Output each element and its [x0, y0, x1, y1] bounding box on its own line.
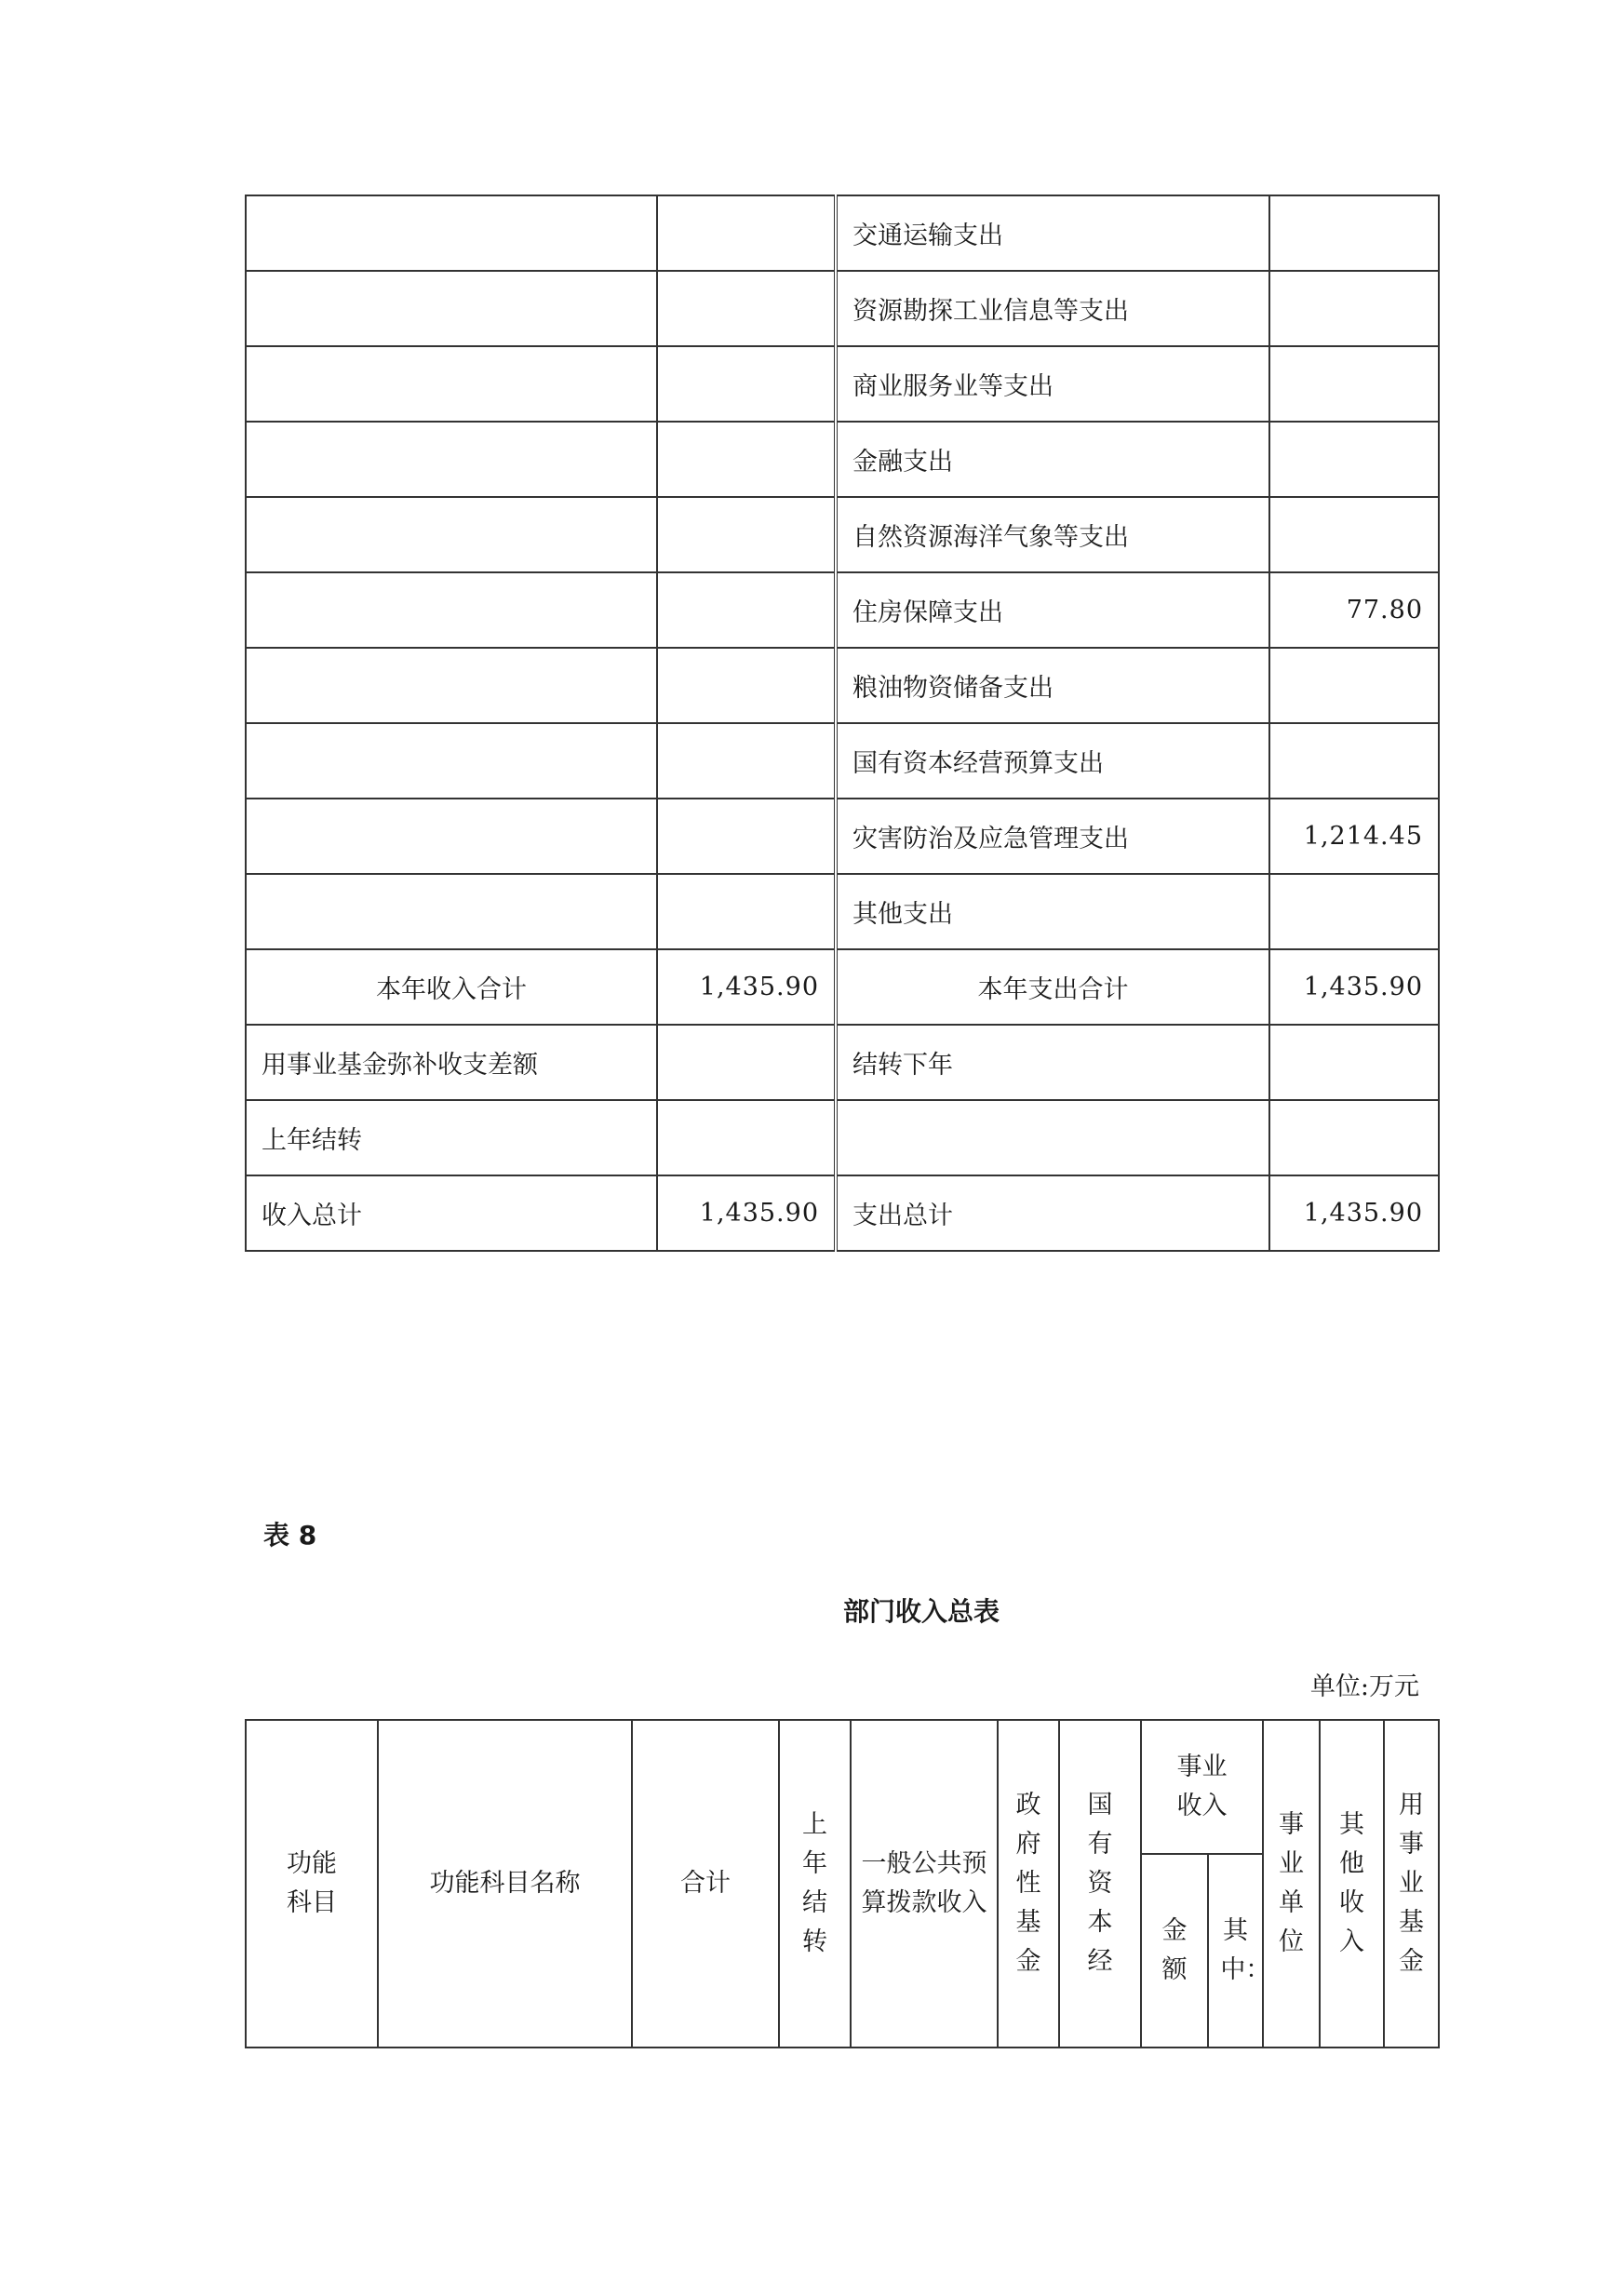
header-state-capital: 国有资本经: [1059, 1720, 1141, 2048]
expense-item-label: 粮油物资储备支出: [836, 648, 1269, 723]
expense-item-label: 住房保障支出: [836, 572, 1269, 648]
expense-item-value: [1269, 723, 1439, 799]
header-func-name: 功能科目名称: [378, 1720, 632, 2048]
expense-item-value: [1269, 497, 1439, 572]
header-amount: 金额: [1141, 1854, 1208, 2048]
header-business-income: 事业收入: [1141, 1720, 1263, 1854]
expense-item-value: [1269, 1100, 1439, 1175]
expense-item-label: 灾害防治及应急管理支出: [836, 799, 1269, 874]
income-item-label: [246, 799, 657, 874]
expense-item-value: 1,435.90: [1269, 949, 1439, 1025]
header-general-budget: 一般公共预算拨款收入: [851, 1720, 998, 2048]
header-unit-income: 事业单位: [1263, 1720, 1320, 2048]
expense-item-value: 1,214.45: [1269, 799, 1439, 874]
income-item-value: [657, 799, 836, 874]
header-business-fund: 用事业基金: [1384, 1720, 1439, 2048]
balance-table: [245, 195, 1440, 1252]
expense-item-value: [1269, 422, 1439, 497]
income-item-label: [246, 271, 657, 346]
expense-item-label: 资源勘探工业信息等支出: [836, 271, 1269, 346]
expense-item-value: [1269, 195, 1439, 271]
income-item-value: [657, 723, 836, 799]
table-title: 部门收入总表: [842, 1596, 1000, 1627]
expense-item-label: 其他支出: [836, 874, 1269, 949]
expense-item-value: [1269, 648, 1439, 723]
header-other-income: 其他收入: [1320, 1720, 1384, 2048]
expense-item-label: 国有资本经营预算支出: [836, 723, 1269, 799]
balance-row: [246, 1025, 1439, 1100]
header-total: 合计: [632, 1720, 779, 2048]
income-item-label: 收入总计: [246, 1175, 657, 1251]
balance-row: [246, 723, 1439, 799]
income-item-label: 本年收入合计: [246, 949, 657, 1025]
expense-item-value: [1269, 271, 1439, 346]
income-item-value: [657, 346, 836, 422]
header-gov-fund: 政府性基金: [998, 1720, 1059, 2048]
income-item-value: [657, 648, 836, 723]
balance-row: [246, 874, 1439, 949]
balance-row: [246, 346, 1439, 422]
expense-item-label: 支出总计: [836, 1175, 1269, 1251]
income-item-label: [246, 195, 657, 271]
balance-row: [246, 1175, 1439, 1251]
income-item-value: [657, 195, 836, 271]
expense-item-value: 77.80: [1269, 572, 1439, 648]
expense-item-label: 商业服务业等支出: [836, 346, 1269, 422]
header-among: 其中：: [1208, 1854, 1263, 2048]
expense-item-label: 交通运输支出: [836, 195, 1269, 271]
income-item-value: 1,435.90: [657, 1175, 836, 1251]
expense-item-value: 1,435.90: [1269, 1175, 1439, 1251]
income-item-label: [246, 648, 657, 723]
balance-row: [246, 422, 1439, 497]
expense-item-label: [836, 1100, 1269, 1175]
expense-item-label: 金融支出: [836, 422, 1269, 497]
income-item-value: [657, 497, 836, 572]
income-item-label: 上年结转: [246, 1100, 657, 1175]
expense-item-value: [1269, 874, 1439, 949]
header-carryover: 上年结转: [779, 1720, 851, 2048]
income-item-value: [657, 422, 836, 497]
expense-item-label: 本年支出合计: [836, 949, 1269, 1025]
balance-row: [246, 949, 1439, 1025]
income-item-value: [657, 572, 836, 648]
income-item-value: [657, 1100, 836, 1175]
income-item-label: 用事业基金弥补收支差额: [246, 1025, 657, 1100]
table-number-label: 表 8: [263, 1520, 317, 1551]
income-item-label: [246, 572, 657, 648]
balance-row: [246, 799, 1439, 874]
income-item-label: [246, 497, 657, 572]
balance-row: [246, 271, 1439, 346]
income-item-label: [246, 874, 657, 949]
income-item-value: [657, 271, 836, 346]
income-item-value: [657, 1025, 836, 1100]
balance-row: [246, 648, 1439, 723]
balance-row: [246, 195, 1439, 271]
income-item-label: [246, 422, 657, 497]
income-item-value: 1,435.90: [657, 949, 836, 1025]
balance-row: [246, 572, 1439, 648]
expense-item-label: 自然资源海洋气象等支出: [836, 497, 1269, 572]
balance-row: [246, 1100, 1439, 1175]
unit-label: 单位:万元: [1309, 1672, 1419, 1701]
income-summary-table: [245, 1719, 1440, 2048]
header-func-code: 功能科目: [246, 1720, 378, 2048]
income-item-label: [246, 346, 657, 422]
expense-item-value: [1269, 346, 1439, 422]
income-item-label: [246, 723, 657, 799]
expense-item-label: 结转下年: [836, 1025, 1269, 1100]
balance-row: [246, 497, 1439, 572]
expense-item-value: [1269, 1025, 1439, 1100]
income-item-value: [657, 874, 836, 949]
